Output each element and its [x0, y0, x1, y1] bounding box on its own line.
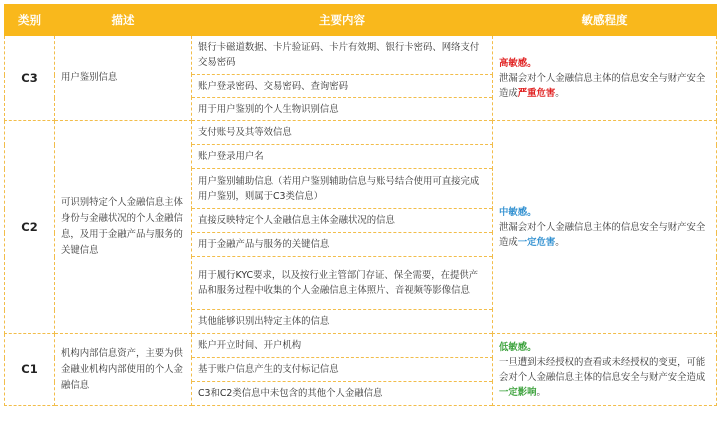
sensitivity-title-low: 低敏感。: [499, 341, 537, 353]
content-cell: 用于履行KYC要求，以及按行业主管部门存证、保全需要，在提供产品和服务过程中收集的个人金融信息主体照片、音视频等影像信息: [192, 257, 493, 310]
classification-table: [4, 4, 717, 406]
sensitivity-suffix: 。: [555, 236, 565, 248]
content-cell: 直接反映特定个人金融信息主体金融状况的信息: [192, 209, 493, 233]
content-cell: 用户鉴别辅助信息（若用户鉴别辅助信息与账号结合使用可直接完成用户鉴别，则属于C3类信息）: [192, 169, 493, 209]
table-header-row: [5, 5, 717, 36]
description-cell-c3: 用户鉴别信息: [55, 36, 192, 121]
sensitivity-suffix: 。: [536, 386, 546, 398]
content-cell: 账户开立时间、开户机构: [192, 334, 493, 358]
level-cell-c2: C2: [5, 121, 55, 334]
content-cell: 账户登录密码、交易密码、查询密码: [192, 75, 493, 98]
sensitivity-suffix: 。: [555, 87, 565, 99]
sensitivity-cell-c1: [493, 334, 717, 406]
content-cell: 账户登录用户名: [192, 145, 493, 169]
header-sensitivity: 敏感程度: [493, 5, 717, 36]
content-cell: 用于用户鉴别的个人生物识别信息: [192, 98, 493, 121]
content-cell: 支付账号及其等效信息: [192, 121, 493, 145]
sensitivity-emphasis: 一定影响: [499, 386, 537, 398]
sensitivity-title-high: 高敏感。: [499, 57, 537, 69]
header-description: 描述: [55, 5, 192, 36]
sensitivity-text: 泄漏会对个人金融信息主体的信息安全与财产安全造成: [499, 72, 706, 99]
sensitivity-text: 泄漏会对个人金融信息主体的信息安全与财产安全造成: [499, 221, 706, 248]
sensitivity-title-mid: 中敏感。: [499, 206, 537, 218]
description-cell-c1: 机构内部信息资产，主要为供金融业机构内部使用的个人金融信息: [55, 334, 192, 406]
level-cell-c1: C1: [5, 334, 55, 406]
content-cell: 银行卡磁道数据、卡片验证码、卡片有效期、银行卡密码、网络支付交易密码: [192, 36, 493, 75]
sensitivity-cell-c3: [493, 36, 717, 121]
table-row: [5, 121, 717, 145]
content-cell: 其他能够识别出特定主体的信息: [192, 310, 493, 334]
content-cell: 用于金融产品与服务的关键信息: [192, 233, 493, 257]
sensitivity-text: 一旦遭到未经授权的查看或未经授权的变更，可能会对个人金融信息主体的信息安全与财产安全造成: [499, 356, 706, 383]
description-cell-c2: 可识别特定个人金融信息主体身份与金融状况的个人金融信息，及用于金融产品与服务的关键信息: [55, 121, 192, 334]
header-category: 类别: [5, 5, 55, 36]
content-cell: C3和C2类信息中未包含的其他个人金融信息: [192, 382, 493, 406]
content-cell: 基于账户信息产生的支付标记信息: [192, 358, 493, 382]
sensitivity-emphasis: 严重危害: [517, 87, 556, 99]
table-row: [5, 334, 717, 358]
header-main-content: 主要内容: [192, 5, 493, 36]
sensitivity-emphasis: 一定危害: [517, 236, 556, 248]
level-cell-c3: C3: [5, 36, 55, 121]
sensitivity-cell-c2: [493, 121, 717, 334]
table-row: [5, 36, 717, 75]
